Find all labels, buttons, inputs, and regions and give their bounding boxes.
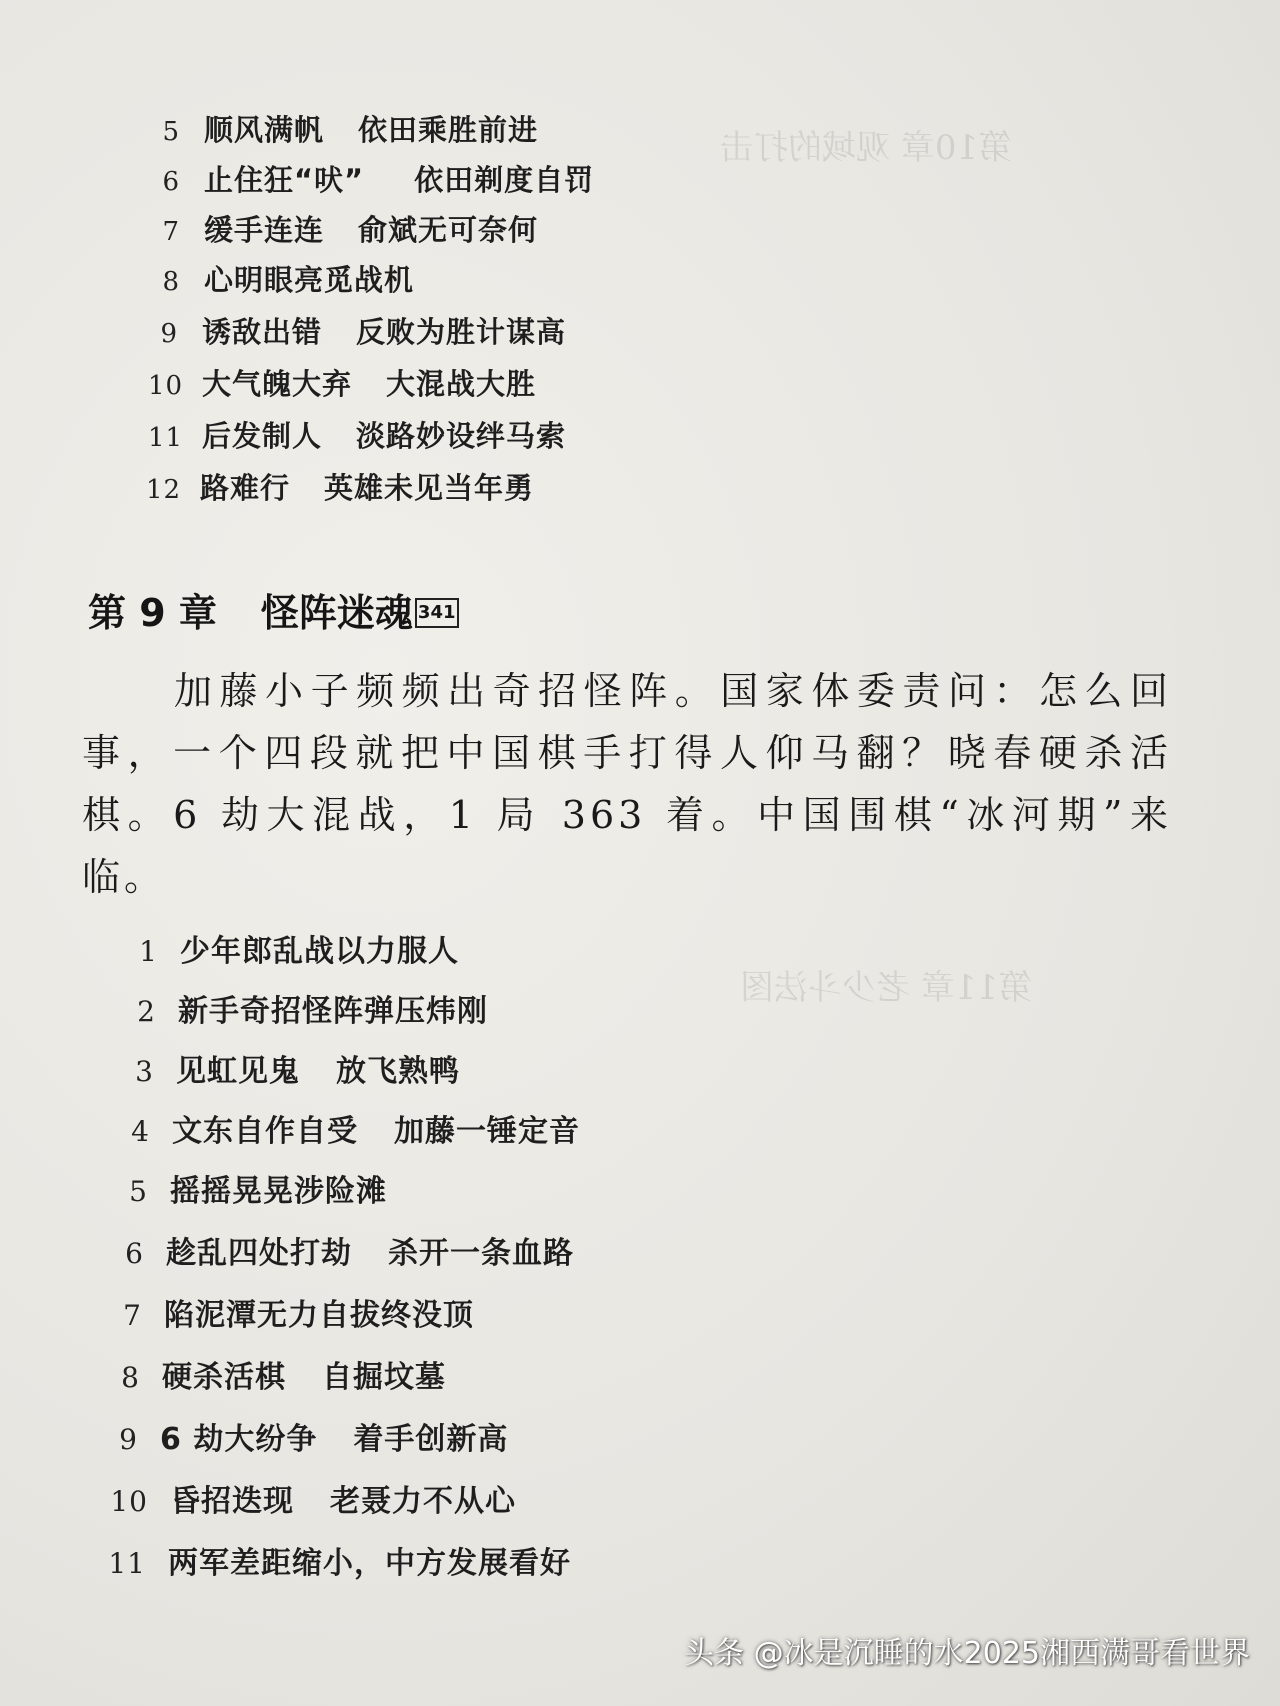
toc-entry[interactable]: [98, 1414, 508, 1458]
toc-entry-number: 3: [135, 1055, 154, 1088]
toc-entry-title: 趁乱四处打劫: [166, 1236, 352, 1271]
toc-entry[interactable]: [102, 1290, 474, 1334]
toc-entry[interactable]: [148, 362, 536, 403]
toc-entry-subtitle: 依田乘胜前进: [358, 113, 539, 147]
toc-entry-subtitle: 放飞熟鸭: [336, 1054, 460, 1089]
toc-entry-subtitle: 加藤一锤定音: [394, 1114, 580, 1149]
chapter-summary: 加藤小子频频出奇招怪阵。国家体委责问：怎么回事，一个四段就把中国棋手打得人仰马翻？晓春硬杀活棋。6 劫大混战，1 局 363 着。中国围棋“冰河期”来临。: [82, 669, 1172, 899]
toc-entry-title: 见虹见鬼: [176, 1054, 300, 1089]
toc-entry-number: 5: [162, 117, 180, 147]
platform-watermark: 头条 @冰是沉睡的水2025湘西满哥看世界: [684, 1636, 1250, 1671]
toc-entry-number: 12: [146, 475, 182, 505]
chapter-title: 怪阵迷魂: [260, 591, 413, 635]
toc-entry-subtitle: 反败为胜计谋高: [356, 315, 567, 349]
toc-entry-title: 硬杀活棋: [162, 1360, 286, 1395]
bleed-through-text: 第10章 观域的打击: [720, 128, 1013, 168]
toc-entry-number: 1: [139, 935, 158, 968]
toc-entry[interactable]: [118, 926, 459, 970]
toc-entry-number: 9: [160, 319, 178, 349]
toc-entry[interactable]: [116, 986, 488, 1030]
toc-entry-number: 9: [119, 1423, 138, 1456]
toc-entry[interactable]: [108, 1476, 516, 1520]
toc-entry-title: 顺风满帆: [204, 113, 325, 147]
toc-entry-title: 大气魄大弃: [202, 367, 353, 401]
toc-entry-title: 少年郎乱战以力服人: [180, 934, 459, 969]
chapter-page-number: 341: [415, 598, 459, 628]
toc-entry-title: 路难行: [200, 471, 291, 505]
toc-entry-subtitle: 自掘坟墓: [322, 1360, 446, 1395]
toc-entry-title: 心明眼亮觅战机: [204, 263, 415, 297]
toc-entry-title: 6 劫大纷争: [160, 1422, 318, 1457]
toc-entry-number: 7: [123, 1299, 142, 1332]
toc-entry-title: 新手奇招怪阵弹压炜刚: [178, 994, 488, 1029]
toc-entry-title: 后发制人: [202, 419, 323, 453]
toc-entry-subtitle: 依田剃度自罚: [414, 163, 595, 197]
toc-entry-title: 诱敌出错: [202, 315, 323, 349]
toc-entry-subtitle: 着手创新高: [353, 1422, 509, 1457]
bleed-through-text: 第11章 老少斗法图: [740, 968, 1033, 1008]
toc-entry-number: 6: [162, 167, 180, 197]
toc-entry[interactable]: [150, 108, 538, 149]
toc-entry[interactable]: [148, 310, 566, 351]
toc-entry-title: 缓手连连: [204, 213, 325, 247]
toc-entry-number: 8: [162, 267, 180, 297]
toc-entry-subtitle: 老聂力不从心: [330, 1484, 516, 1519]
toc-entry-number: 6: [125, 1237, 144, 1270]
toc-entry[interactable]: [150, 208, 538, 249]
toc-entry-number: 5: [129, 1175, 148, 1208]
toc-entry-number: 11: [148, 423, 184, 453]
toc-entry[interactable]: [114, 1046, 460, 1090]
toc-entry-number: 2: [137, 995, 156, 1028]
toc-entry-number: 4: [131, 1115, 150, 1148]
chapter-heading[interactable]: [88, 582, 459, 637]
toc-entry-subtitle: 英雄未见当年勇: [324, 471, 535, 505]
toc-entry-title: 两军差距缩小，中方发展看好: [168, 1546, 571, 1581]
toc-entry-subtitle: 大混战大胜: [386, 367, 537, 401]
chapter-label: 第 9 章: [88, 591, 217, 635]
toc-entry-number: 10: [110, 1485, 148, 1518]
toc-entry-title: 止住狂“吠”: [204, 163, 365, 197]
toc-entry[interactable]: [110, 1106, 580, 1150]
toc-entry-subtitle: 淡路妙设绊马索: [356, 419, 567, 453]
toc-entry-title: 陷泥潭无力自拔终没顶: [164, 1298, 474, 1333]
toc-entry[interactable]: [104, 1228, 574, 1272]
toc-entry-number: 10: [148, 371, 184, 401]
toc-entry-subtitle: 杀开一条血路: [388, 1236, 574, 1271]
toc-entry[interactable]: [100, 1352, 446, 1396]
toc-entry[interactable]: [150, 158, 594, 199]
toc-entry-subtitle: 俞斌无可奈何: [358, 213, 539, 247]
toc-entry[interactable]: [150, 258, 448, 299]
toc-entry[interactable]: [146, 466, 534, 507]
toc-entry[interactable]: [108, 1166, 387, 1210]
toc-entry-title: 摇摇晃晃涉险滩: [170, 1174, 387, 1209]
toc-entry-number: 8: [121, 1361, 140, 1394]
toc-entry-number: 11: [108, 1547, 146, 1580]
toc-entry-number: 7: [162, 217, 180, 247]
toc-entry-title: 昏招迭现: [170, 1484, 294, 1519]
toc-entry[interactable]: [148, 414, 566, 455]
toc-entry[interactable]: [106, 1538, 571, 1582]
toc-entry-title: 文东自作自受: [172, 1114, 358, 1149]
